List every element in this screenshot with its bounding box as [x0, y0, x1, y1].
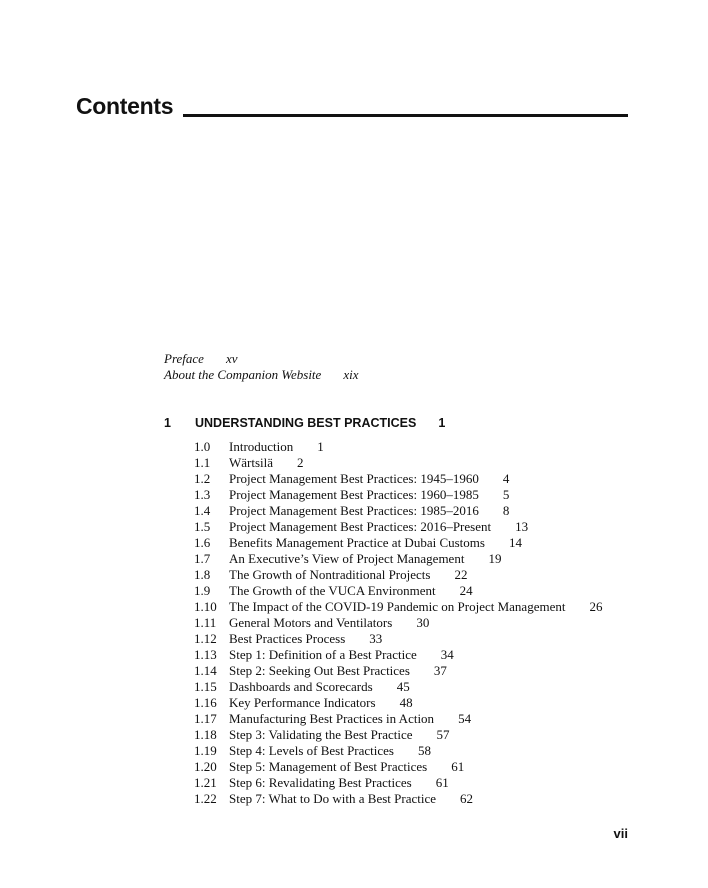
- toc-entry[interactable]: [194, 663, 602, 679]
- front-matter-page: xv: [225, 351, 238, 366]
- toc-entry[interactable]: [194, 695, 602, 711]
- toc-entry[interactable]: [194, 583, 602, 599]
- section-page: 5: [502, 487, 510, 502]
- section-title: Step 7: What to Do with a Best Practice: [229, 791, 436, 806]
- toc-entry[interactable]: [194, 471, 602, 487]
- toc-entry[interactable]: [194, 775, 602, 791]
- section-number: 1.1: [194, 455, 211, 470]
- section-title: Project Management Best Practices: 1945–1960: [229, 471, 479, 486]
- section-number: 1.8: [194, 567, 211, 582]
- section-page: 26: [589, 599, 603, 614]
- section-page: 57: [436, 727, 450, 742]
- section-page: 24: [459, 583, 473, 598]
- section-number: 1.6: [194, 535, 211, 550]
- toc-entry[interactable]: [194, 615, 602, 631]
- section-title: Benefits Management Practice at Dubai Customs: [229, 535, 485, 550]
- section-page: 48: [399, 695, 413, 710]
- section-page: 62: [460, 791, 473, 806]
- toc-entry[interactable]: [194, 439, 602, 455]
- section-title: Step 1: Definition of a Best Practice: [229, 647, 417, 662]
- section-page: 30: [416, 615, 430, 630]
- section-title: Introduction: [229, 439, 294, 454]
- toc-entry[interactable]: [194, 711, 602, 727]
- front-matter-item-preface[interactable]: [164, 351, 358, 367]
- section-number: 1.10: [194, 599, 217, 614]
- toc-entry[interactable]: [194, 679, 602, 695]
- toc-entry[interactable]: [194, 631, 602, 647]
- section-title: Project Management Best Practices: 1960–1985: [229, 487, 479, 502]
- section-title: An Executive’s View of Project Management: [229, 551, 465, 566]
- section-page: 4: [502, 471, 510, 486]
- chapter-page: 1: [438, 416, 446, 430]
- section-number: 1.20: [194, 759, 217, 774]
- toc-entry[interactable]: [194, 599, 602, 615]
- toc-entry[interactable]: [194, 567, 602, 583]
- section-number: 1.18: [194, 727, 217, 742]
- chapter-number: 1: [164, 416, 171, 430]
- section-number: 1.9: [194, 583, 211, 598]
- section-page: 61: [451, 759, 465, 774]
- section-title: Step 2: Seeking Out Best Practices: [229, 663, 410, 678]
- title-rule: [183, 114, 628, 117]
- section-page: 14: [508, 535, 522, 550]
- section-number: 1.0: [194, 439, 211, 454]
- section-page: 61: [435, 775, 449, 790]
- toc-entry[interactable]: [194, 503, 602, 519]
- section-page: 22: [454, 567, 468, 582]
- section-number: 1.22: [194, 791, 217, 806]
- section-number: 1.3: [194, 487, 211, 502]
- section-title: Step 4: Levels of Best Practices: [229, 743, 394, 758]
- section-page: 19: [488, 551, 502, 566]
- section-list: [194, 439, 602, 807]
- section-page: 2: [297, 455, 304, 470]
- section-number: 1.17: [194, 711, 217, 726]
- section-title: Step 5: Management of Best Practices: [229, 759, 428, 774]
- section-title: Wärtsilä: [229, 455, 274, 470]
- toc-entry[interactable]: [194, 519, 602, 535]
- section-title: The Growth of the VUCA Environment: [229, 583, 436, 598]
- section-page: 58: [418, 743, 431, 758]
- section-title: The Growth of Nontraditional Projects: [229, 567, 431, 582]
- page-title: Contents: [76, 93, 174, 119]
- section-number: 1.19: [194, 743, 217, 758]
- toc-entry[interactable]: [194, 535, 602, 551]
- section-title: Project Management Best Practices: 2016–Present: [229, 519, 492, 534]
- section-number: 1.4: [194, 503, 211, 518]
- toc-entry[interactable]: [194, 487, 602, 503]
- toc-entry[interactable]: [194, 791, 602, 807]
- chapter-heading[interactable]: [164, 415, 445, 431]
- chapter-title: UNDERSTANDING BEST PRACTICES: [195, 416, 417, 430]
- front-matter-page: xix: [343, 367, 359, 382]
- section-title: General Motors and Ventilators: [229, 615, 393, 630]
- section-page: 1: [317, 439, 324, 454]
- section-page: 33: [369, 631, 383, 646]
- section-number: 1.16: [194, 695, 217, 710]
- section-number: 1.5: [194, 519, 211, 534]
- toc-entry[interactable]: [194, 743, 602, 759]
- toc-entry[interactable]: [194, 551, 602, 567]
- front-matter-title: Preface: [164, 351, 204, 366]
- section-number: 1.14: [194, 663, 217, 678]
- page-folio: vii: [613, 826, 628, 841]
- section-title: Best Practices Process: [229, 631, 346, 646]
- section-number: 1.15: [194, 679, 217, 694]
- section-title: Manufacturing Best Practices in Action: [229, 711, 435, 726]
- section-title: Dashboards and Scorecards: [229, 679, 373, 694]
- section-page: 45: [396, 679, 410, 694]
- section-number: 1.21: [194, 775, 217, 790]
- section-page: 13: [515, 519, 529, 534]
- section-page: 34: [440, 647, 454, 662]
- section-title: Key Performance Indicators: [229, 695, 376, 710]
- front-matter-item-companion-website[interactable]: [164, 367, 358, 383]
- toc-entry[interactable]: [194, 455, 602, 471]
- toc-entry[interactable]: [194, 759, 602, 775]
- section-number: 1.2: [194, 471, 211, 486]
- section-title: Step 6: Revalidating Best Practices: [229, 775, 412, 790]
- section-page: 8: [502, 503, 510, 518]
- section-page: 54: [458, 711, 472, 726]
- toc-entry[interactable]: [194, 727, 602, 743]
- section-number: 1.13: [194, 647, 217, 662]
- section-number: 1.12: [194, 631, 217, 646]
- section-title: The Impact of the COVID-19 Pandemic on Project Management: [229, 599, 566, 614]
- front-matter-list: [164, 351, 358, 383]
- section-page: 37: [433, 663, 447, 678]
- section-title: Step 3: Validating the Best Practice: [229, 727, 413, 742]
- section-number: 1.11: [194, 615, 217, 630]
- section-number: 1.7: [194, 551, 211, 566]
- section-title: Project Management Best Practices: 1985–2016: [229, 503, 479, 518]
- front-matter-title: About the Companion Website: [164, 367, 322, 382]
- toc-entry[interactable]: [194, 647, 602, 663]
